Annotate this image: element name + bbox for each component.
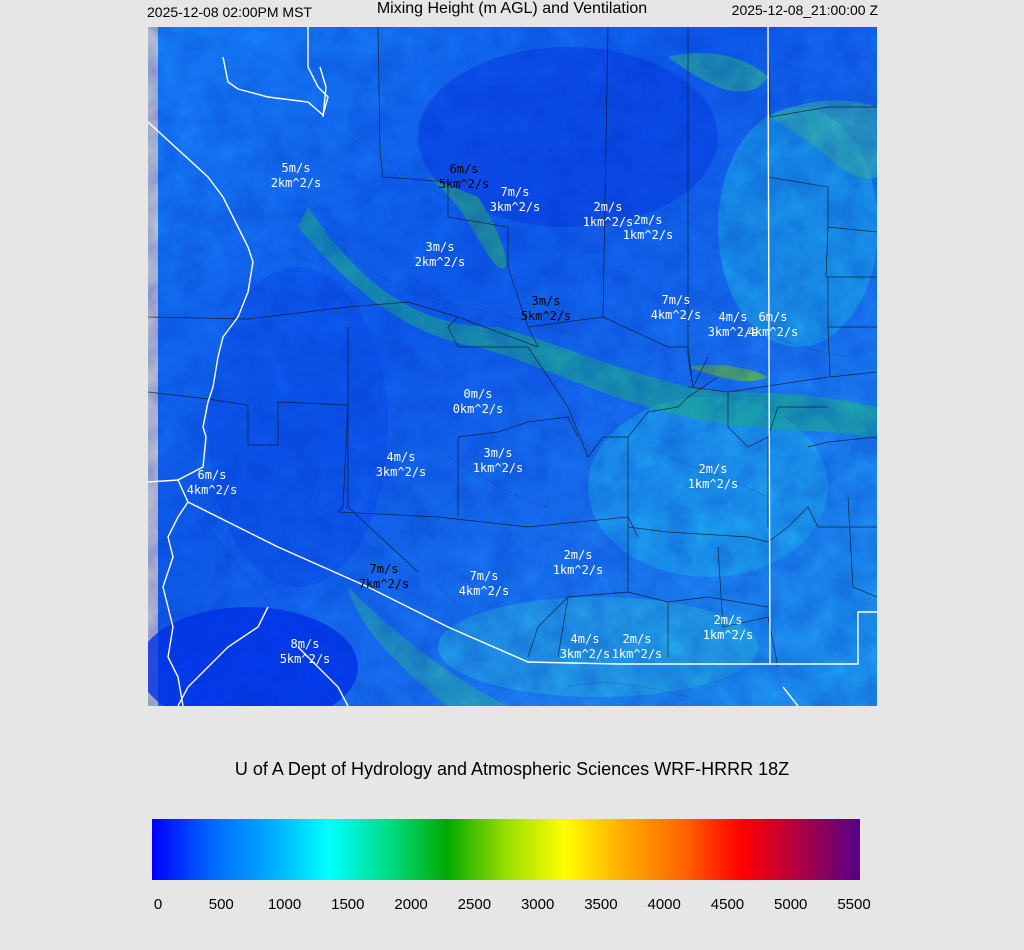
colorbar-tick-label: 4000	[647, 896, 681, 913]
wind-speed-text: 3m/s	[425, 240, 455, 254]
wind-speed-text: 2m/s	[713, 613, 743, 627]
ventilation-text: 7km^2/s	[358, 577, 410, 591]
ventilation-text: 5km^2/s	[438, 177, 490, 191]
ventilation-text: 4km^2/s	[458, 584, 510, 598]
ventilation-text: 0km^2/s	[452, 402, 504, 416]
colorbar-tick-label: 4500	[710, 896, 745, 913]
utc-time-label: 2025-12-08_21:00:00 Z	[731, 2, 878, 18]
ventilation-text: 1km^2/s	[622, 228, 674, 242]
wind-speed-text: 2m/s	[593, 200, 623, 214]
ventilation-text: 5km^2/s	[279, 652, 331, 666]
colorbar-tick-label: 3500	[584, 896, 618, 913]
wind-speed-text: 3m/s	[531, 294, 561, 308]
wind-speed-text: 0m/s	[463, 387, 493, 401]
ventilation-text: 2km^2/s	[414, 255, 466, 269]
colorbar-tick-label: 2000	[394, 896, 428, 913]
colorbar-tick-label: 5000	[774, 896, 808, 913]
mixing-height-map	[148, 27, 877, 706]
wind-speed-text: 6m/s	[758, 310, 788, 324]
model-credit: U of A Dept of Hydrology and Atmospheric Sciences WRF-HRRR 18Z	[234, 759, 790, 779]
wind-speed-text: 2m/s	[622, 632, 652, 646]
ventilation-text: 3km^2/s	[559, 647, 611, 661]
ventilation-text: 1km^2/s	[552, 563, 604, 577]
wind-speed-text: 3m/s	[483, 446, 513, 460]
wind-speed-text: 7m/s	[661, 293, 691, 307]
ventilation-text: 1km^2/s	[611, 647, 663, 661]
ventilation-text: 4km^2/s	[186, 483, 238, 497]
local-time-label: 2025-12-08 02:00PM MST	[147, 4, 312, 20]
ventilation-text: 4km^2/s	[650, 308, 702, 322]
wind-speed-text: 6m/s	[197, 468, 227, 482]
wind-speed-text: 7m/s	[369, 562, 399, 576]
colorbar-tick-label: 5500	[837, 896, 871, 913]
ventilation-text: 5km^2/s	[520, 309, 572, 323]
wind-speed-text: 7m/s	[469, 569, 499, 583]
map-title: Mixing Height (m AGL) and Ventilation	[376, 0, 648, 17]
wind-speed-text: 2m/s	[633, 213, 663, 227]
wind-speed-text: 5m/s	[281, 161, 311, 175]
colorbar-tick-label: 2500	[457, 896, 492, 913]
colorbar-tick-label: 1000	[267, 896, 302, 913]
ventilation-text: 1km^2/s	[472, 461, 524, 475]
wind-speed-text: 4m/s	[386, 450, 416, 464]
mixing-height-colorbar	[152, 819, 860, 880]
wind-speed-text: 8m/s	[290, 637, 320, 651]
ventilation-text: 1km^2/s	[687, 477, 739, 491]
wind-speed-text: 6m/s	[449, 162, 479, 176]
ventilation-text: 1km^2/s	[582, 215, 634, 229]
wind-speed-text: 2m/s	[563, 548, 593, 562]
ventilation-text: 3km^2/s	[489, 200, 541, 214]
wind-speed-text: 7m/s	[500, 185, 530, 199]
ventilation-text: 4km^2/s	[747, 325, 799, 339]
wind-speed-text: 4m/s	[718, 310, 748, 324]
ventilation-text: 3km^2/s	[707, 325, 759, 339]
ventilation-text: 2km^2/s	[270, 176, 322, 190]
colorbar-bar	[152, 819, 860, 880]
colorbar-tick-label: 3000	[520, 896, 555, 913]
colorbar-tick-label: 1500	[331, 896, 365, 913]
colorbar-tick-label: 0	[153, 896, 163, 913]
ventilation-text: 1km^2/s	[702, 628, 754, 642]
wind-speed-text: 2m/s	[698, 462, 728, 476]
map-panel	[148, 27, 877, 706]
colorbar-tick-label: 500	[208, 896, 234, 913]
wind-speed-text: 4m/s	[570, 632, 600, 646]
ventilation-text: 3km^2/s	[375, 465, 427, 479]
